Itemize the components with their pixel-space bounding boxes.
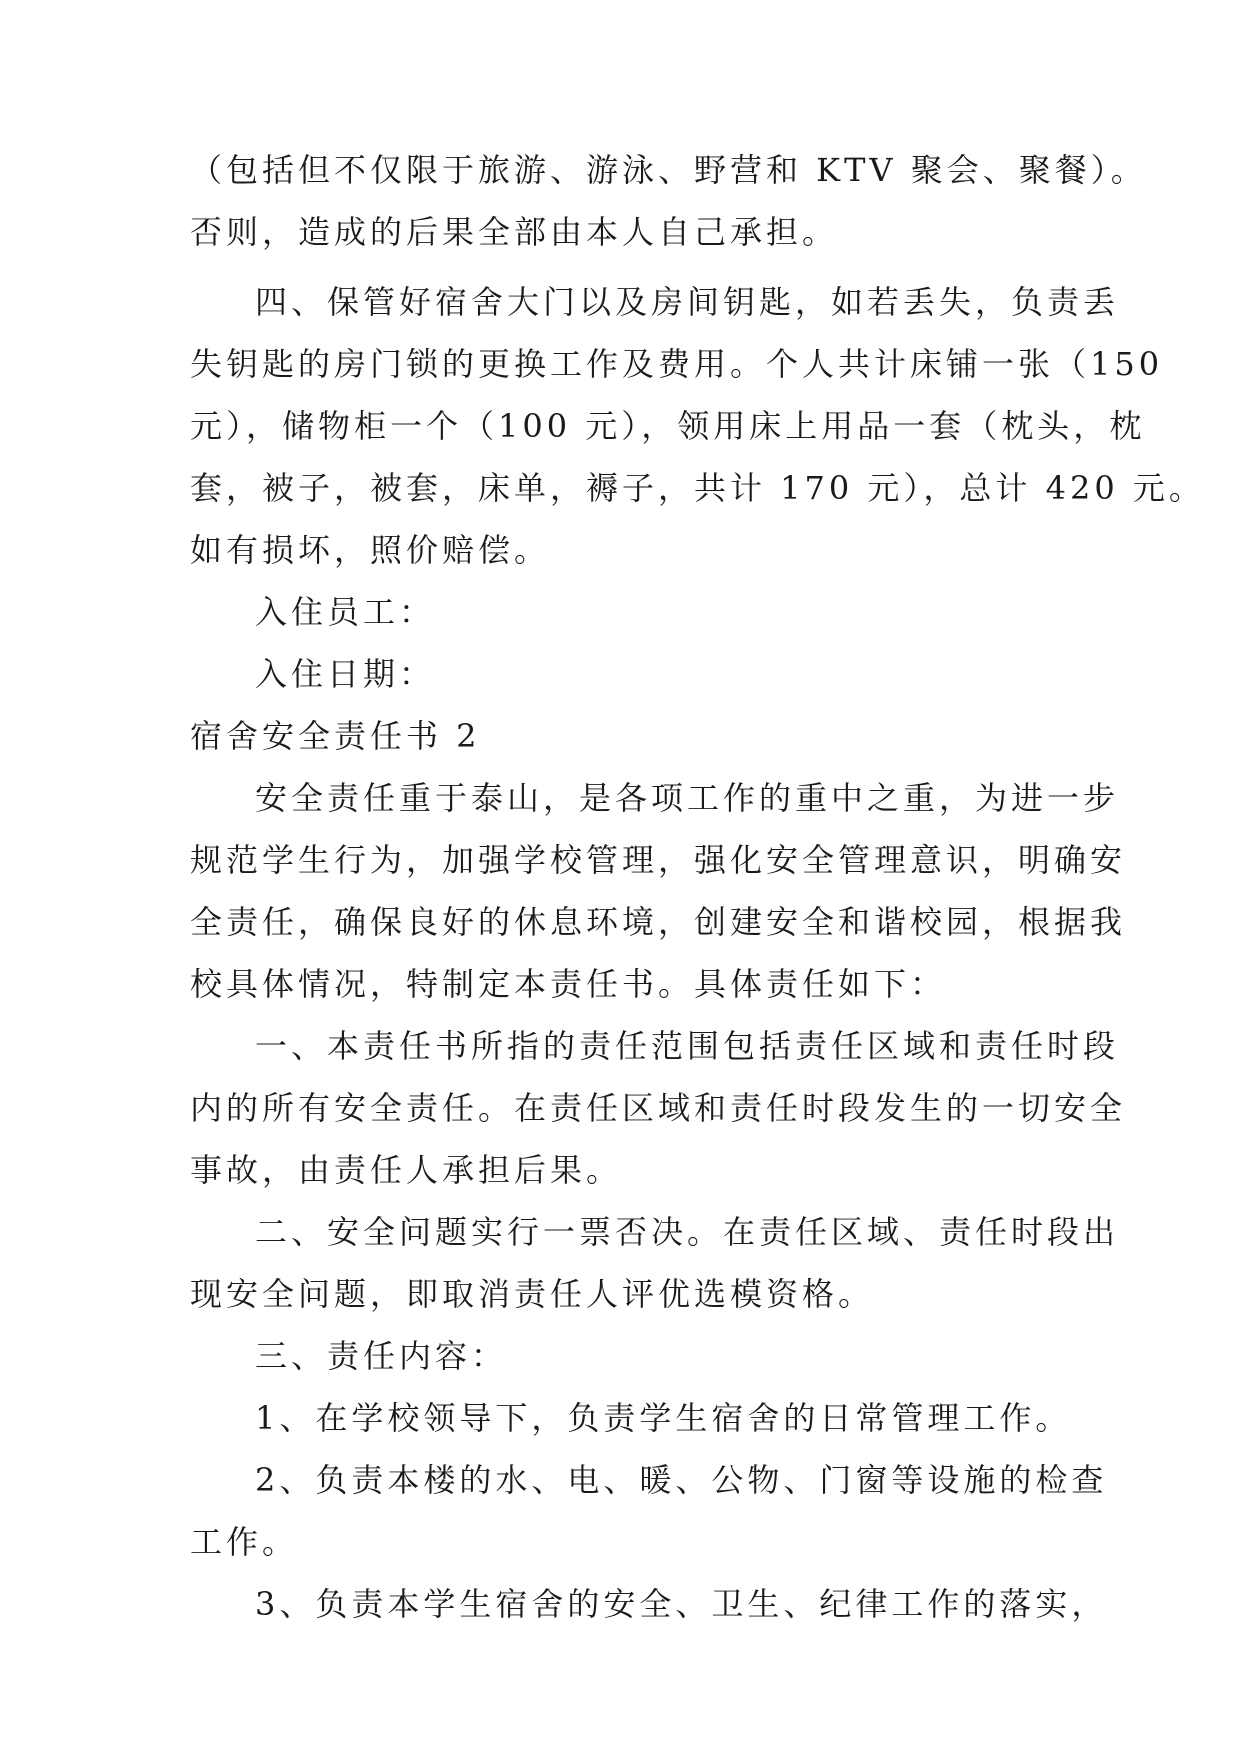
text-line-13: 全责任，确保良好的休息环境，创建安全和谐校园，根据我 xyxy=(190,903,1127,941)
text-line-6: 套，被子，被套，床单，褥子，共计 170 元），总计 420 元。 xyxy=(190,469,1205,507)
text-line-3: 四、保管好宿舍大门以及房间钥匙，如若丢失，负责丢 xyxy=(255,283,1120,321)
text-line-14: 校具体情况，特制定本责任书。具体责任如下： xyxy=(190,965,947,1003)
text-line-16: 内的所有安全责任。在责任区域和责任时段发生的一切安全 xyxy=(190,1089,1127,1127)
text-line-4: 失钥匙的房门锁的更换工作及费用。个人共计床铺一张（150 xyxy=(190,345,1164,383)
text-line-7: 如有损坏，照价赔偿。 xyxy=(190,531,551,569)
text-line-21: 1、在学校领导下，负责学生宿舍的日常管理工作。 xyxy=(255,1399,1072,1437)
section-title: 宿舍安全责任书 2 xyxy=(190,717,481,755)
text-line-11: 安全责任重于泰山，是各项工作的重中之重，为进一步 xyxy=(255,779,1120,817)
text-line-19: 现安全问题，即取消责任人评优选模资格。 xyxy=(190,1275,875,1313)
signature-employee-label: 入住员工： xyxy=(255,593,436,631)
text-line-12: 规范学生行为，加强学校管理，强化安全管理意识，明确安 xyxy=(190,841,1127,879)
text-line-5: 元），储物柜一个（100 元），领用床上用品一套（枕头，枕 xyxy=(190,407,1146,445)
text-line-23: 工作。 xyxy=(190,1523,299,1561)
text-line-15: 一、本责任书所指的责任范围包括责任区域和责任时段 xyxy=(255,1027,1120,1065)
text-line-1: （包括但不仅限于旅游、游泳、野营和 KTV 聚会、聚餐）。 xyxy=(190,151,1147,189)
text-line-20: 三、责任内容： xyxy=(255,1337,508,1375)
text-line-22: 2、负责本楼的水、电、暖、公物、门窗等设施的检查 xyxy=(255,1461,1108,1499)
text-line-24: 3、负责本学生宿舍的安全、卫生、纪律工作的落实， xyxy=(255,1585,1108,1623)
text-line-17: 事故，由责任人承担后果。 xyxy=(190,1151,623,1189)
signature-date-label: 入住日期： xyxy=(255,655,436,693)
text-line-2: 否则，造成的后果全部由本人自己承担。 xyxy=(190,213,839,251)
text-line-18: 二、安全问题实行一票否决。在责任区域、责任时段出 xyxy=(255,1213,1120,1251)
